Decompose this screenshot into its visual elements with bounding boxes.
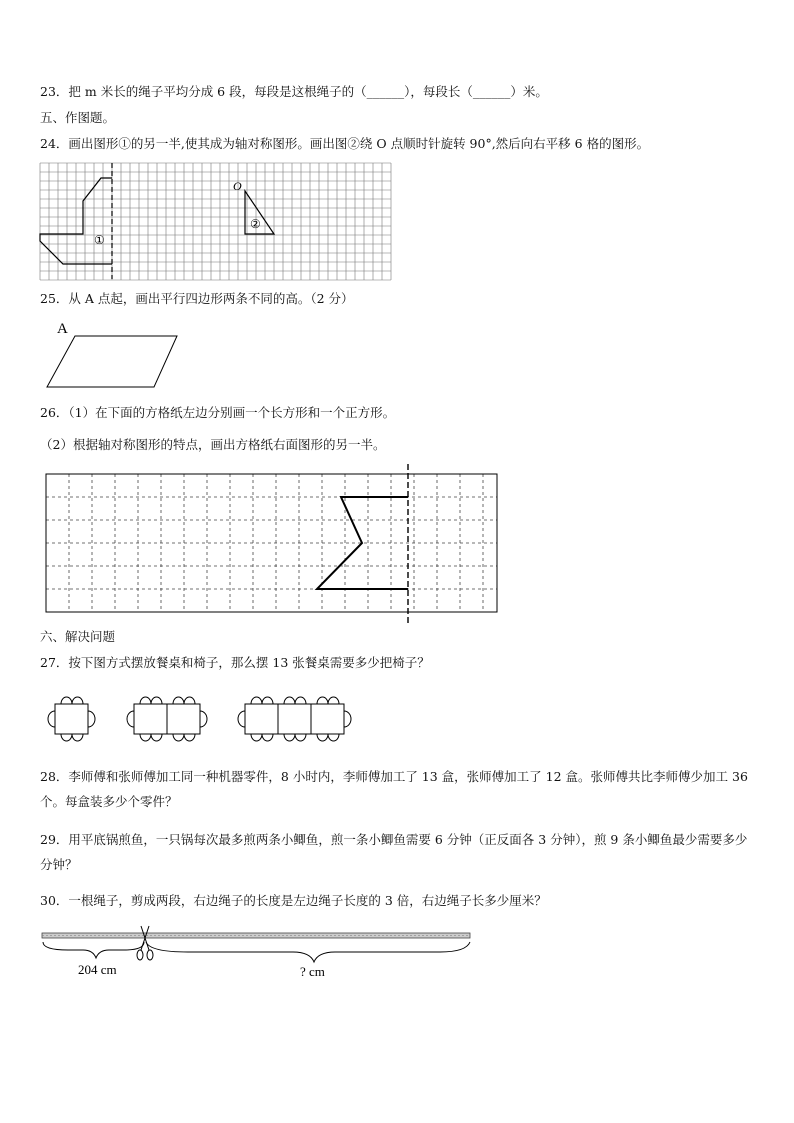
q24-point-o-label: O [233,179,242,193]
chair [284,734,295,741]
chair [262,734,273,741]
chair [61,734,72,741]
chair [173,734,184,741]
chair [88,711,95,727]
chair [238,711,245,727]
chair [184,734,195,741]
chair [295,697,306,704]
q27-tables-chairs-figure [38,692,368,748]
table [134,704,167,734]
question-23: 23．把 m 米长的绳子平均分成 6 段，每段是这根绳子的（______），每段长（______）米。 [40,84,548,99]
question-28: 28．李师傅和张师傅加工同一种机器零件，8 小时内，李师傅加工了 13 盒，张师傅加工了 12 盒。张师傅共比李师傅少加工 36 个。每盒装多少个零件？ [40,769,748,809]
chair [151,734,162,741]
q26-dashed-grid [46,474,497,612]
q26-grid-figure [40,462,502,628]
q24-shape-2-label: ② [250,217,261,231]
q25-parallelogram [47,336,177,387]
question-25: 25．从 A 点起，画出平行四边形两条不同的高。（2 分） [40,291,354,306]
chair [328,697,339,704]
chair [251,697,262,704]
table-group [48,697,95,741]
table [245,704,278,734]
chair [61,697,72,704]
chair [48,711,55,727]
q24-grid-lines [40,163,391,280]
question-26-part-2: （2）根据轴对称图形的特点，画出方格纸右面图形的另一半。 [40,437,386,452]
q24-grid-figure [38,161,394,281]
q25-parallelogram-figure [40,316,185,392]
table-group [238,697,351,741]
section-5-heading: 五、作图题。 [40,110,116,125]
q30-left-brace [43,942,144,958]
chair [317,734,328,741]
q24-shape-1-label: ① [94,233,105,247]
chair [72,697,83,704]
chair [317,697,328,704]
question-30: 30．一根绳子，剪成两段，右边绳子的长度是左边绳子长度的 3 倍，右边绳子长多少厘米？ [40,893,547,908]
chair [262,697,273,704]
chair [328,734,339,741]
q25-vertex-a-label: A [57,321,68,337]
q30-rope-figure [38,922,478,982]
chair [251,734,262,741]
chair [140,734,151,741]
table [55,704,88,734]
q30-right-brace [146,942,470,962]
chair [151,697,162,704]
question-29: 29．用平底锅煎鱼，一只锅每次最多煎两条小鲫鱼，煎一条小鲫鱼需要 6 分钟（正反面各 3 分钟），煎 9 条小鲫鱼最少需要多少分钟？ [40,832,748,872]
chair [344,711,351,727]
table [278,704,311,734]
question-26-part-1: 26．（1）在下面的方格纸左边分别画一个长方形和一个正方形。 [40,405,396,420]
chair [184,697,195,704]
table-group [127,697,207,741]
table [167,704,200,734]
chair [284,697,295,704]
q27-table-arrangements [48,697,351,741]
section-6-heading: 六、解决问题 [40,629,116,644]
table [311,704,344,734]
chair [140,697,151,704]
chair [173,697,184,704]
q30-left-length-label: 204 cm [78,962,117,977]
chair [72,734,83,741]
question-27: 27．按下图方式摆放餐桌和椅子，那么摆 13 张餐桌需要多少把椅子？ [40,655,430,670]
chair [200,711,207,727]
q30-right-length-label: ? cm [300,964,325,979]
chair [295,734,306,741]
scissors-icon [137,926,153,960]
question-24: 24．画出图形①的另一半,使其成为轴对称图形。画出图②绕 O 点顺时针旋转 90°,然后向右平移 6 格的图形。 [40,136,650,151]
chair [127,711,134,727]
